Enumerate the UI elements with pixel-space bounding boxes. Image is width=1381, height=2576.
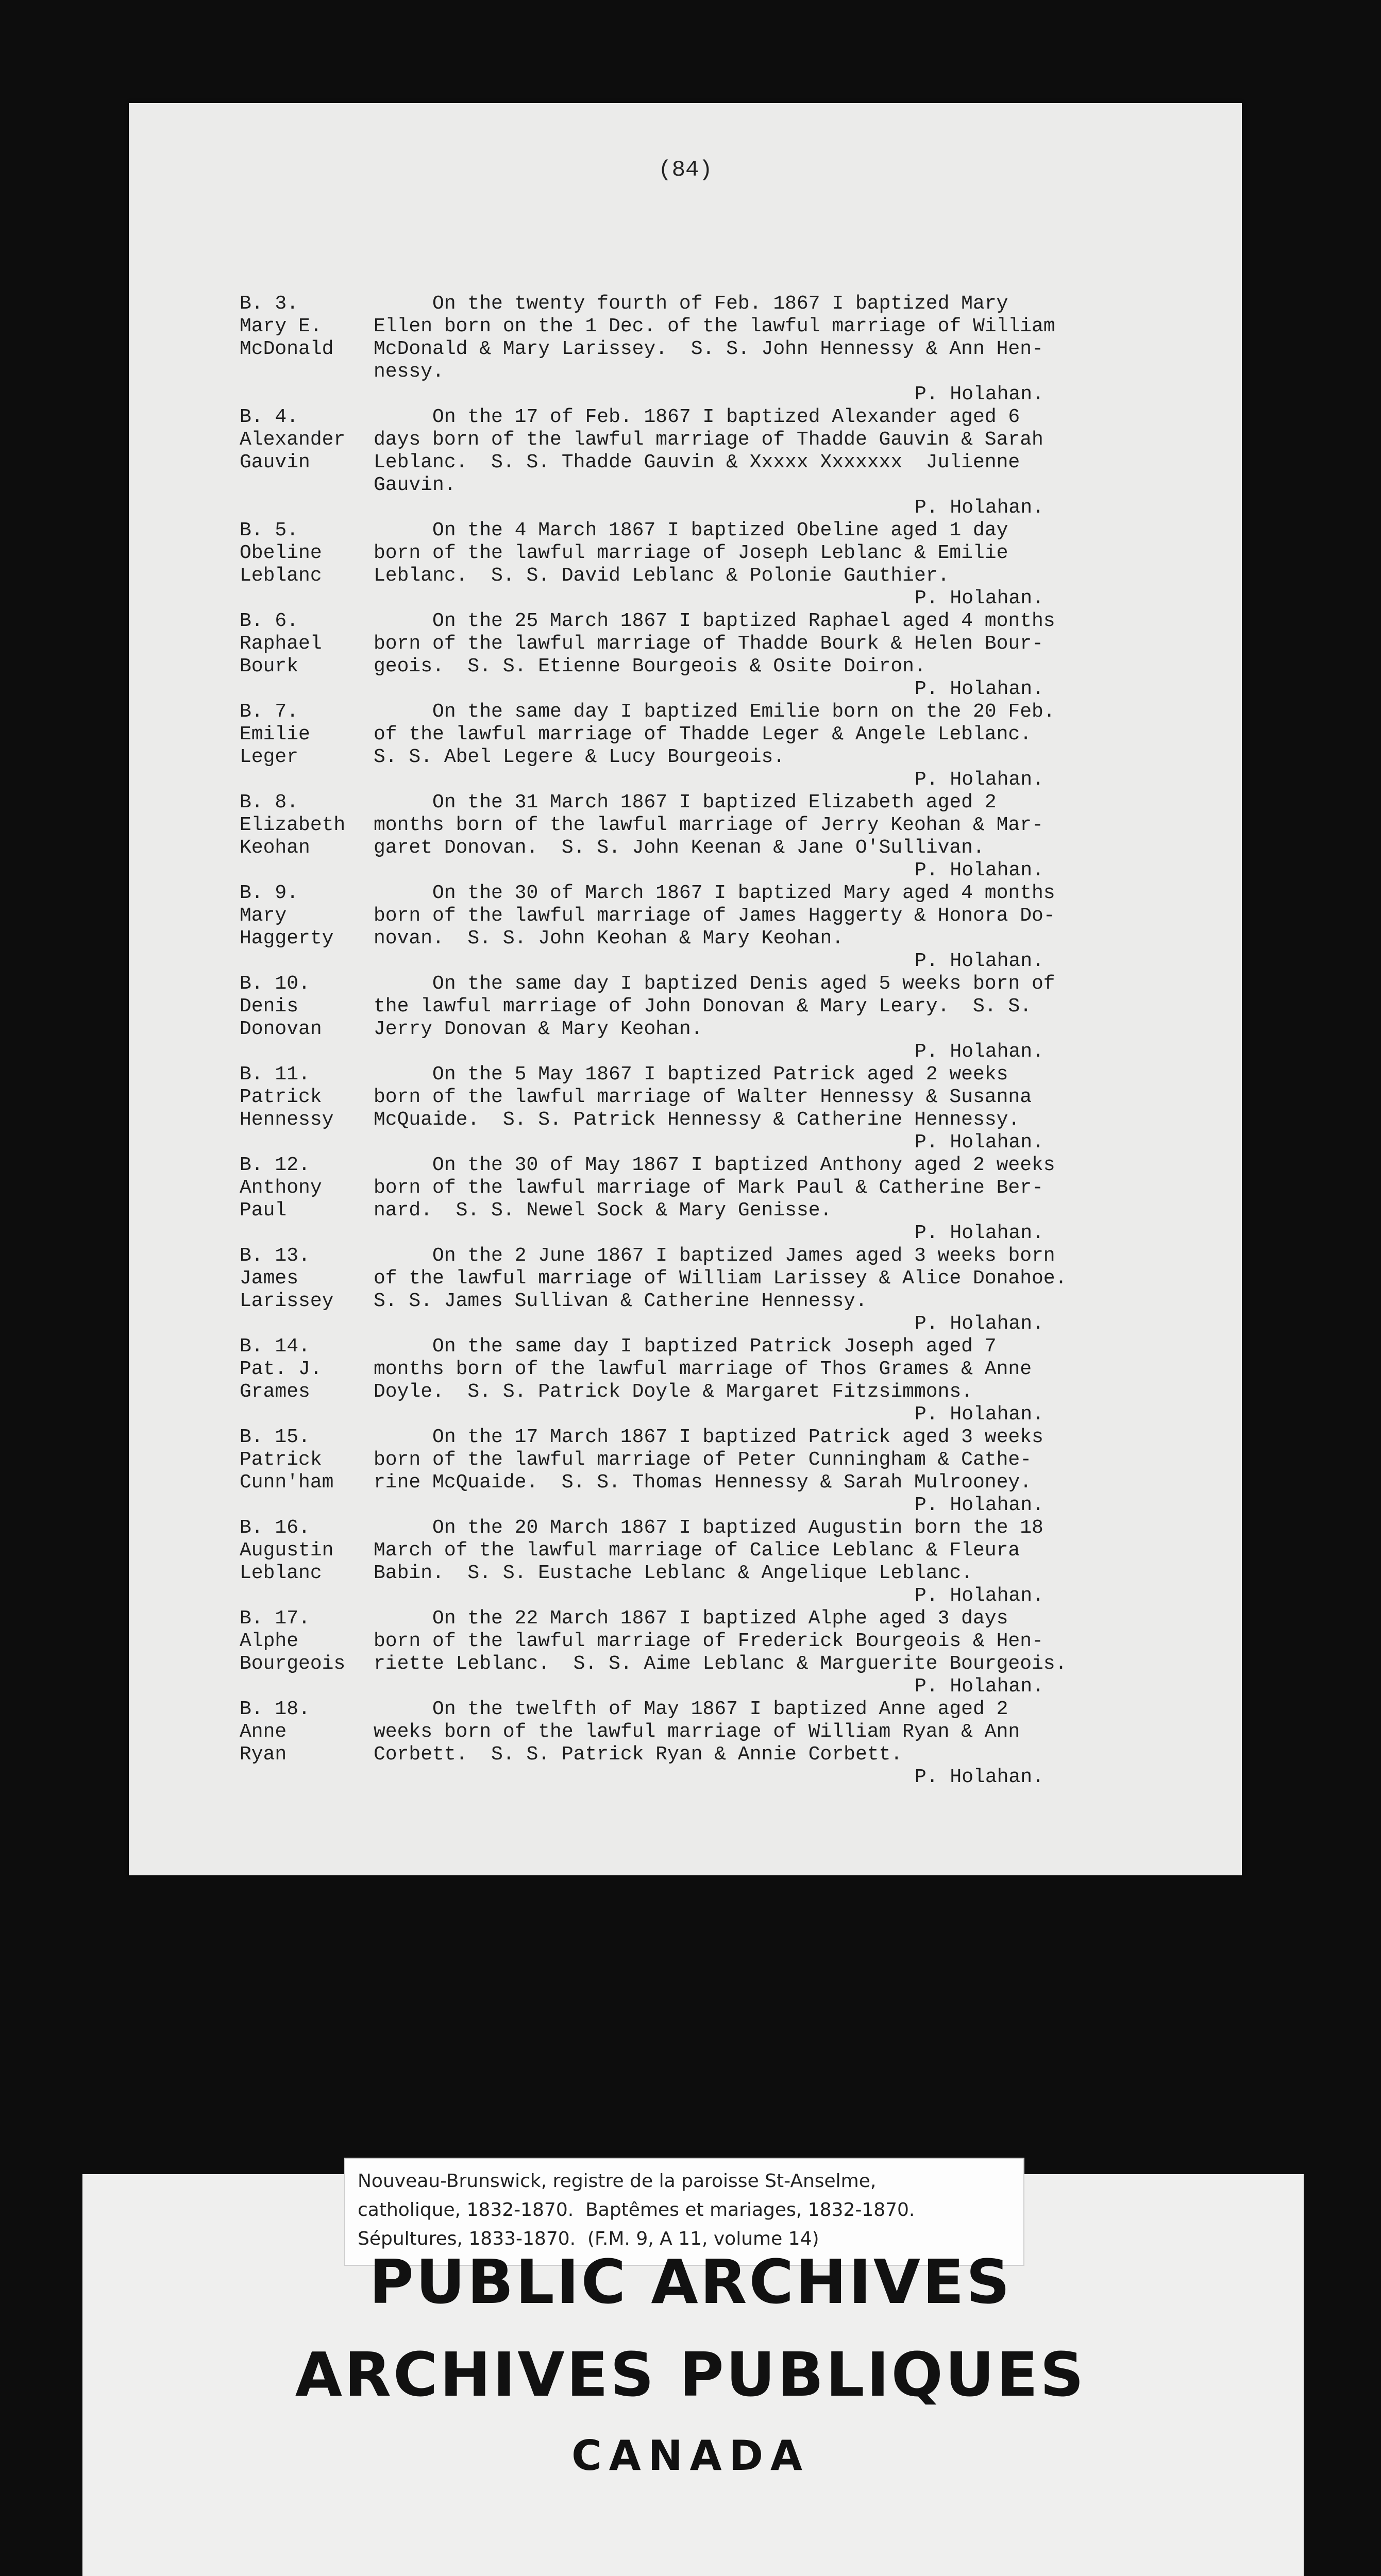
entry-line: McQuaide. S. S. Patrick Hennessy & Catherine Hennessy. (374, 1109, 1020, 1131)
entry-line: nard. S. S. Newel Sock & Mary Genisse. (374, 1199, 832, 1222)
entry-line: On the 31 March 1867 I baptized Elizabeth aged 2 (374, 791, 997, 814)
entry-text (374, 1426, 1177, 1517)
entry-text (374, 1517, 1177, 1607)
entry-line: born of the lawful marriage of Thadde Bourk & Helen Bour- (374, 633, 1043, 655)
baptism-entry (240, 610, 1177, 701)
entry-text (374, 293, 1177, 406)
entry-line: rine McQuaide. S. S. Thomas Hennessy & Sarah Mulrooney. (374, 1471, 1032, 1494)
collection-label-line: Nouveau-Brunswick, registre de la paroisse St-Anselme, (358, 2171, 877, 2192)
entry-line: Babin. S. S. Eustache Leblanc & Angelique Leblanc. (374, 1562, 973, 1584)
priest-signature: P. Holahan. (915, 383, 1044, 405)
entry-margin-note: B. 11. Patrick Hennessy (240, 1063, 334, 1131)
entry-margin-note: B. 7. Emilie Leger (240, 701, 310, 768)
entry-line: months born of the lawful marriage of Thos Grames & Anne (374, 1358, 1032, 1380)
priest-signature: P. Holahan. (915, 1585, 1044, 1607)
entry-line: born of the lawful marriage of Joseph Leblanc & Emilie (374, 542, 1008, 564)
baptism-entry (240, 791, 1177, 882)
baptism-entry (240, 701, 1177, 791)
priest-signature: P. Holahan. (915, 1494, 1044, 1516)
entry-text (374, 1063, 1177, 1154)
entry-margin-note: B. 18. Anne Ryan (240, 1698, 310, 1766)
entry-margin-note: B. 17. Alphe Bourgeois (240, 1607, 346, 1675)
entry-margin-note: B. 15. Patrick Cunn'ham (240, 1426, 334, 1494)
entry-line: of the lawful marriage of Thadde Leger & Angele Leblanc. (374, 723, 1032, 745)
entry-line: weeks born of the lawful marriage of William Ryan & Ann (374, 1721, 1020, 1743)
priest-signature: P. Holahan. (915, 587, 1044, 609)
priest-signature: P. Holahan. (915, 1675, 1044, 1698)
priest-signature: P. Holahan. (915, 1766, 1044, 1788)
entry-line: On the twelfth of May 1867 I baptized Anne aged 2 (374, 1698, 1008, 1720)
entry-margin-note: B. 12. Anthony Paul (240, 1154, 322, 1222)
baptism-entry (240, 1698, 1177, 1789)
entry-margin-note: B. 9. Mary Haggerty (240, 882, 334, 950)
entry-line: On the 25 March 1867 I baptized Raphael aged 4 months (374, 610, 1055, 632)
baptism-entry (240, 293, 1177, 406)
entry-margin-note: B. 4. Alexander Gauvin (240, 406, 346, 473)
entry-line: born of the lawful marriage of James Haggerty & Honora Do- (374, 905, 1055, 927)
entry-line: On the twenty fourth of Feb. 1867 I baptized Mary (374, 293, 1008, 315)
entry-margin-note: B. 6. Raphael Bourk (240, 610, 322, 677)
entry-line: Leblanc. S. S. David Leblanc & Polonie Gauthier. (374, 565, 950, 587)
entry-line: On the 20 March 1867 I baptized Augustin born the 18 (374, 1517, 1043, 1539)
entry-line: On the same day I baptized Denis aged 5 weeks born of (374, 973, 1055, 995)
baptism-entry (240, 1335, 1177, 1426)
entry-line: McDonald & Mary Larissey. S. S. John Hennessy & Ann Hen- (374, 338, 1043, 360)
entry-text (374, 791, 1177, 882)
entry-margin-note: B. 10. Denis Donovan (240, 973, 322, 1040)
entry-line: months born of the lawful marriage of Jerry Keohan & Mar- (374, 814, 1043, 836)
baptism-entry (240, 1154, 1177, 1245)
entry-line: days born of the lawful marriage of Thadde Gauvin & Sarah (374, 429, 1043, 451)
baptism-entries (240, 293, 1177, 1789)
baptism-entry (240, 1517, 1177, 1607)
entry-text (374, 519, 1177, 610)
archive-title-french: ARCHIVES PUBLIQUES (295, 2339, 1086, 2410)
entry-line: S. S. Abel Legere & Lucy Bourgeois. (374, 746, 785, 768)
baptism-entry (240, 519, 1177, 610)
entry-line: geois. S. S. Etienne Bourgeois & Osite Doiron. (374, 655, 926, 677)
entry-text (374, 610, 1177, 701)
entry-line: garet Donovan. S. S. John Keenan & Jane O'Sullivan. (374, 837, 985, 859)
entry-line: On the same day I baptized Emilie born on the 20 Feb. (374, 701, 1055, 723)
entry-text (374, 882, 1177, 973)
entry-line: Corbett. S. S. Patrick Ryan & Annie Corbett. (374, 1743, 903, 1766)
priest-signature: P. Holahan. (915, 1131, 1044, 1154)
baptism-entry (240, 1426, 1177, 1517)
baptism-entry (240, 882, 1177, 973)
entry-line: the lawful marriage of John Donovan & Mary Leary. S. S. (374, 995, 1032, 1018)
entry-line: S. S. James Sullivan & Catherine Hennessy. (374, 1290, 867, 1312)
entry-line: riette Leblanc. S. S. Aime Leblanc & Marguerite Bourgeois. (374, 1653, 1067, 1675)
entry-line: novan. S. S. John Keohan & Mary Keohan. (374, 927, 844, 950)
entry-line: born of the lawful marriage of Mark Paul & Catherine Ber- (374, 1177, 1043, 1199)
collection-label-line: Sépultures, 1833-1870. (F.M. 9, A 11, volume 14) (358, 2228, 819, 2249)
priest-signature: P. Holahan. (915, 769, 1044, 791)
priest-signature: P. Holahan. (915, 859, 1044, 882)
entry-margin-note: B. 8. Elizabeth Keohan (240, 791, 346, 859)
baptism-entry (240, 1607, 1177, 1698)
entry-line: On the 30 of March 1867 I baptized Mary aged 4 months (374, 882, 1055, 904)
entry-line: On the same day I baptized Patrick Joseph aged 7 (374, 1335, 997, 1358)
entry-text (374, 1607, 1177, 1698)
entry-line: On the 4 March 1867 I baptized Obeline aged 1 day (374, 519, 1008, 541)
entry-line: Ellen born on the 1 Dec. of the lawful marriage of William (374, 315, 1055, 337)
entry-line: On the 5 May 1867 I baptized Patrick aged 2 weeks (374, 1063, 1008, 1086)
archive-title-english: PUBLIC ARCHIVES (369, 2246, 1012, 2317)
entry-line: born of the lawful marriage of Peter Cunningham & Cathe- (374, 1449, 1032, 1471)
baptism-entry (240, 406, 1177, 519)
priest-signature: P. Holahan. (915, 1041, 1044, 1063)
entry-text (374, 1245, 1177, 1335)
entry-text (374, 1154, 1177, 1245)
entry-line: nessy. (374, 361, 444, 383)
entry-text (374, 701, 1177, 791)
priest-signature: P. Holahan. (915, 1313, 1044, 1335)
priest-signature: P. Holahan. (915, 497, 1044, 519)
entry-margin-note: B. 3. Mary E. McDonald (240, 293, 334, 360)
entry-text (374, 406, 1177, 519)
entry-margin-note: B. 16. Augustin Leblanc (240, 1517, 334, 1584)
entry-line: born of the lawful marriage of Frederick Bourgeois & Hen- (374, 1630, 1043, 1652)
entry-line: Leblanc. S. S. Thadde Gauvin & Xxxxx Xxxxxxx Julienne (374, 451, 1020, 473)
register-page (129, 103, 1242, 1875)
priest-signature: P. Holahan. (915, 950, 1044, 972)
entry-line: born of the lawful marriage of Walter Hennessy & Susanna (374, 1086, 1032, 1108)
page-number: (84) (658, 157, 713, 183)
entry-line: of the lawful marriage of William Larissey & Alice Donahoe. (374, 1267, 1067, 1290)
collection-label-line: catholique, 1832-1870. Baptêmes et mariages, 1832-1870. (358, 2199, 915, 2221)
entry-line: On the 17 March 1867 I baptized Patrick aged 3 weeks (374, 1426, 1043, 1448)
entry-text (374, 973, 1177, 1063)
entry-line: On the 30 of May 1867 I baptized Anthony aged 2 weeks (374, 1154, 1055, 1176)
priest-signature: P. Holahan. (915, 1222, 1044, 1244)
archive-country: CANADA (571, 2432, 810, 2480)
entry-margin-note: B. 5. Obeline Leblanc (240, 519, 322, 587)
entry-line: On the 17 of Feb. 1867 I baptized Alexander aged 6 (374, 406, 1020, 428)
entry-line: March of the lawful marriage of Calice Leblanc & Fleura (374, 1539, 1020, 1562)
baptism-entry (240, 1063, 1177, 1154)
entry-text (374, 1698, 1177, 1789)
priest-signature: P. Holahan. (915, 678, 1044, 700)
entry-line: Jerry Donovan & Mary Keohan. (374, 1018, 703, 1040)
entry-margin-note: B. 13. James Larissey (240, 1245, 334, 1312)
entry-line: Gauvin. (374, 474, 456, 496)
entry-line: Doyle. S. S. Patrick Doyle & Margaret Fitzsimmons. (374, 1381, 973, 1403)
entry-margin-note: B. 14. Pat. J. Grames (240, 1335, 322, 1403)
entry-line: On the 22 March 1867 I baptized Alphe aged 3 days (374, 1607, 1008, 1630)
entry-line: On the 2 June 1867 I baptized James aged 3 weeks born (374, 1245, 1055, 1267)
priest-signature: P. Holahan. (915, 1403, 1044, 1426)
entry-text (374, 1335, 1177, 1426)
baptism-entry (240, 1245, 1177, 1335)
baptism-entry (240, 973, 1177, 1063)
